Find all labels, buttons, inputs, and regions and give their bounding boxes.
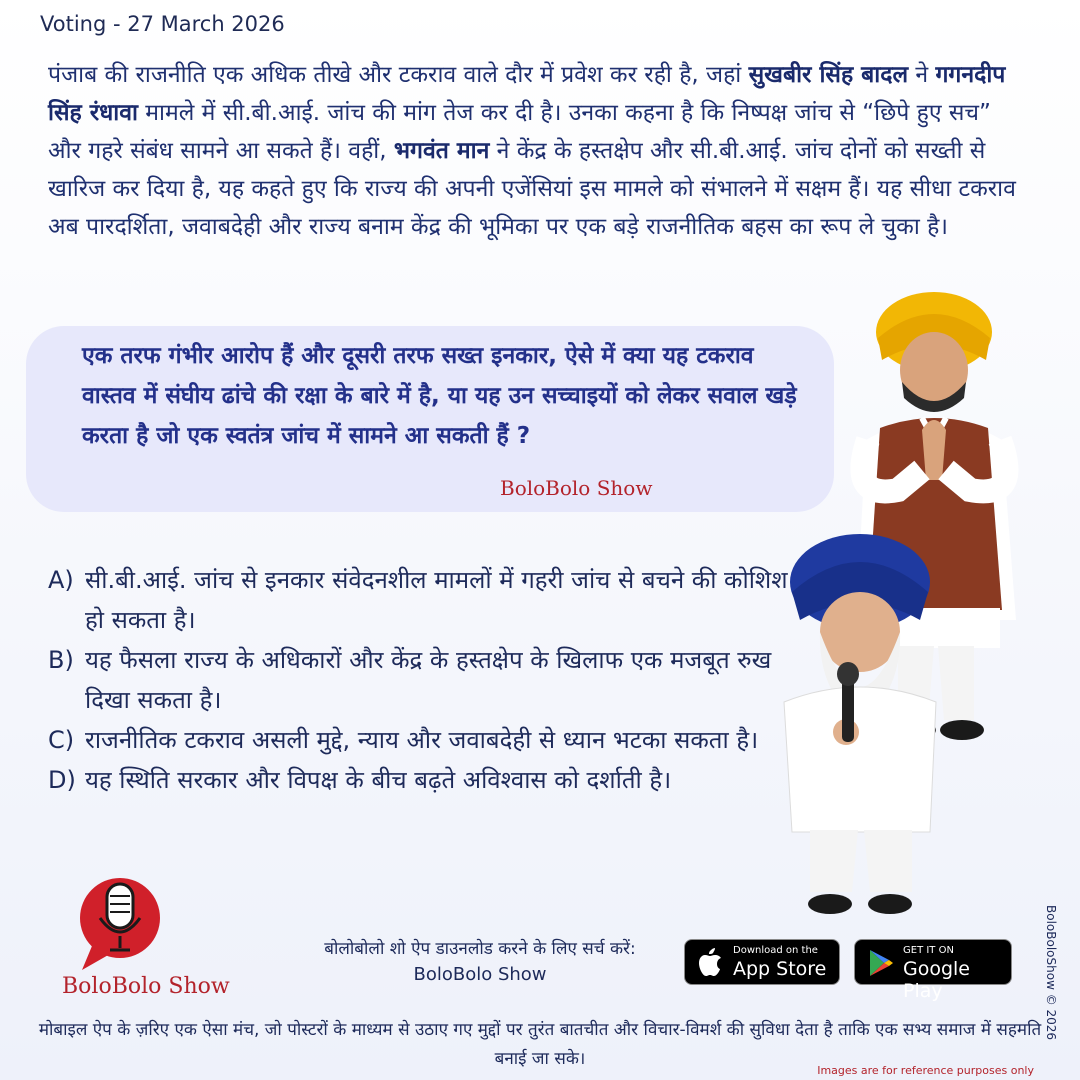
intro-text: ने केंद्र के हस्तक्षेप और सी.बी.आई. जांच दोनों को सख्ती से खारिज कर दिया है, यह कहते हुए कि राज्य की अपनी एजेंसियां इस मामले को संभालने में सक्षम हैं। यह सीधा टकराव अब पारदर्शिता, जवाबदेही और राज्य बनाम केंद्र की भूमिका पर एक बड़े राजनीतिक बहस का रूप ले चुका है। [48,138,1016,240]
search-instruction: बोलोबोलो शो ऐप डाउनलोड करने के लिए सर्च करें: [324,939,636,959]
option-b[interactable] [48,640,788,720]
google-play-label: Google Play [903,958,971,1002]
question-brand: BoloBolo Show [500,476,653,500]
option-text: राजनीतिक टकराव असली मुद्दे, न्याय और जवाबदेही से ध्यान भटका सकता है। [85,726,759,754]
question-text: एक तरफ गंभीर आरोप हैं और दूसरी तरफ सख्त इनकार, ऐसे में क्या यह टकराव वास्तव में संघीय ढांचे की रक्षा के बारे में है, या यह उन सच्चाइयों को लेकर सवाल खड़े करता है जो एक स्वतंत्र जांच में सामने आ सकती हैं ? [82,343,797,449]
option-c[interactable] [48,720,788,760]
intro-name-sukhbir: सुखबीर सिंह बादल [748,62,909,88]
intro-name-gagandeep: गगनदीप सिंह रंधावा [48,62,1006,126]
app-store-label: App Store [733,958,827,980]
google-play-button[interactable] [854,939,1012,1002]
google-play-small-label: GET IT ON [903,945,954,956]
option-text: सी.बी.आई. जांच से इनकार संवेदनशील मामलों में गहरी जांच से बचने की कोशिश हो सकता है। [85,566,788,634]
app-store-button[interactable] [684,939,840,985]
header-date: Voting - 27 March 2026 [40,12,285,36]
intro-paragraph [48,56,1023,246]
person-blue-turban-illustration [770,532,945,922]
logo-text: BoloBolo Show [62,974,230,999]
option-text: यह फैसला राज्य के अधिकारों और केंद्र के हस्तक्षेप के खिलाफ एक मजबूत रुख दिखा सकता है। [85,646,772,714]
option-letter: A) [48,566,74,594]
intro-text: मामले में सी.बी.आई. जांच की मांग तेज कर दी है। उनका कहना है कि निष्पक्ष जांच से “छिपे हुए सच” और गहरे संबंध सामने आ सकते हैं। वहीं, [48,100,991,164]
intro-text: पंजाब की राजनीति एक अधिक तीखे और टकराव वाले दौर में प्रवेश कर रही है, जहां [48,62,749,88]
options-list [48,560,788,800]
google-play-icon [867,948,895,978]
app-store-small-label: Download on the [733,945,818,956]
option-a[interactable] [48,560,788,640]
option-d[interactable] [48,760,788,800]
copyright: BoloBoloShow © 2026 [1044,905,1058,1041]
option-letter: C) [48,726,75,754]
search-app-name: BoloBolo Show [413,964,547,985]
option-text: यह स्थिति सरकार और विपक्ष के बीच बढ़ते अविश्वास को दर्शाती है। [85,766,672,794]
option-letter: D) [48,766,76,794]
intro-text: ने [908,62,936,88]
apple-icon [697,948,723,978]
option-letter: B) [48,646,74,674]
footer-description: मोबाइल ऐप के ज़रिए एक ऐसा मंच, जो पोस्टरों के माध्यम से उठाए गए मुद्दों पर तुरंत बातचीत और विचार-विमर्श की सुविधा देता है ताकि एक सभ्य समाज में सहमति बनाई जा सके। [38,1020,1042,1069]
intro-name-bhagwant: भगवंत मान [393,138,490,164]
disclaimer: Images are for reference purposes only [817,1064,1034,1077]
